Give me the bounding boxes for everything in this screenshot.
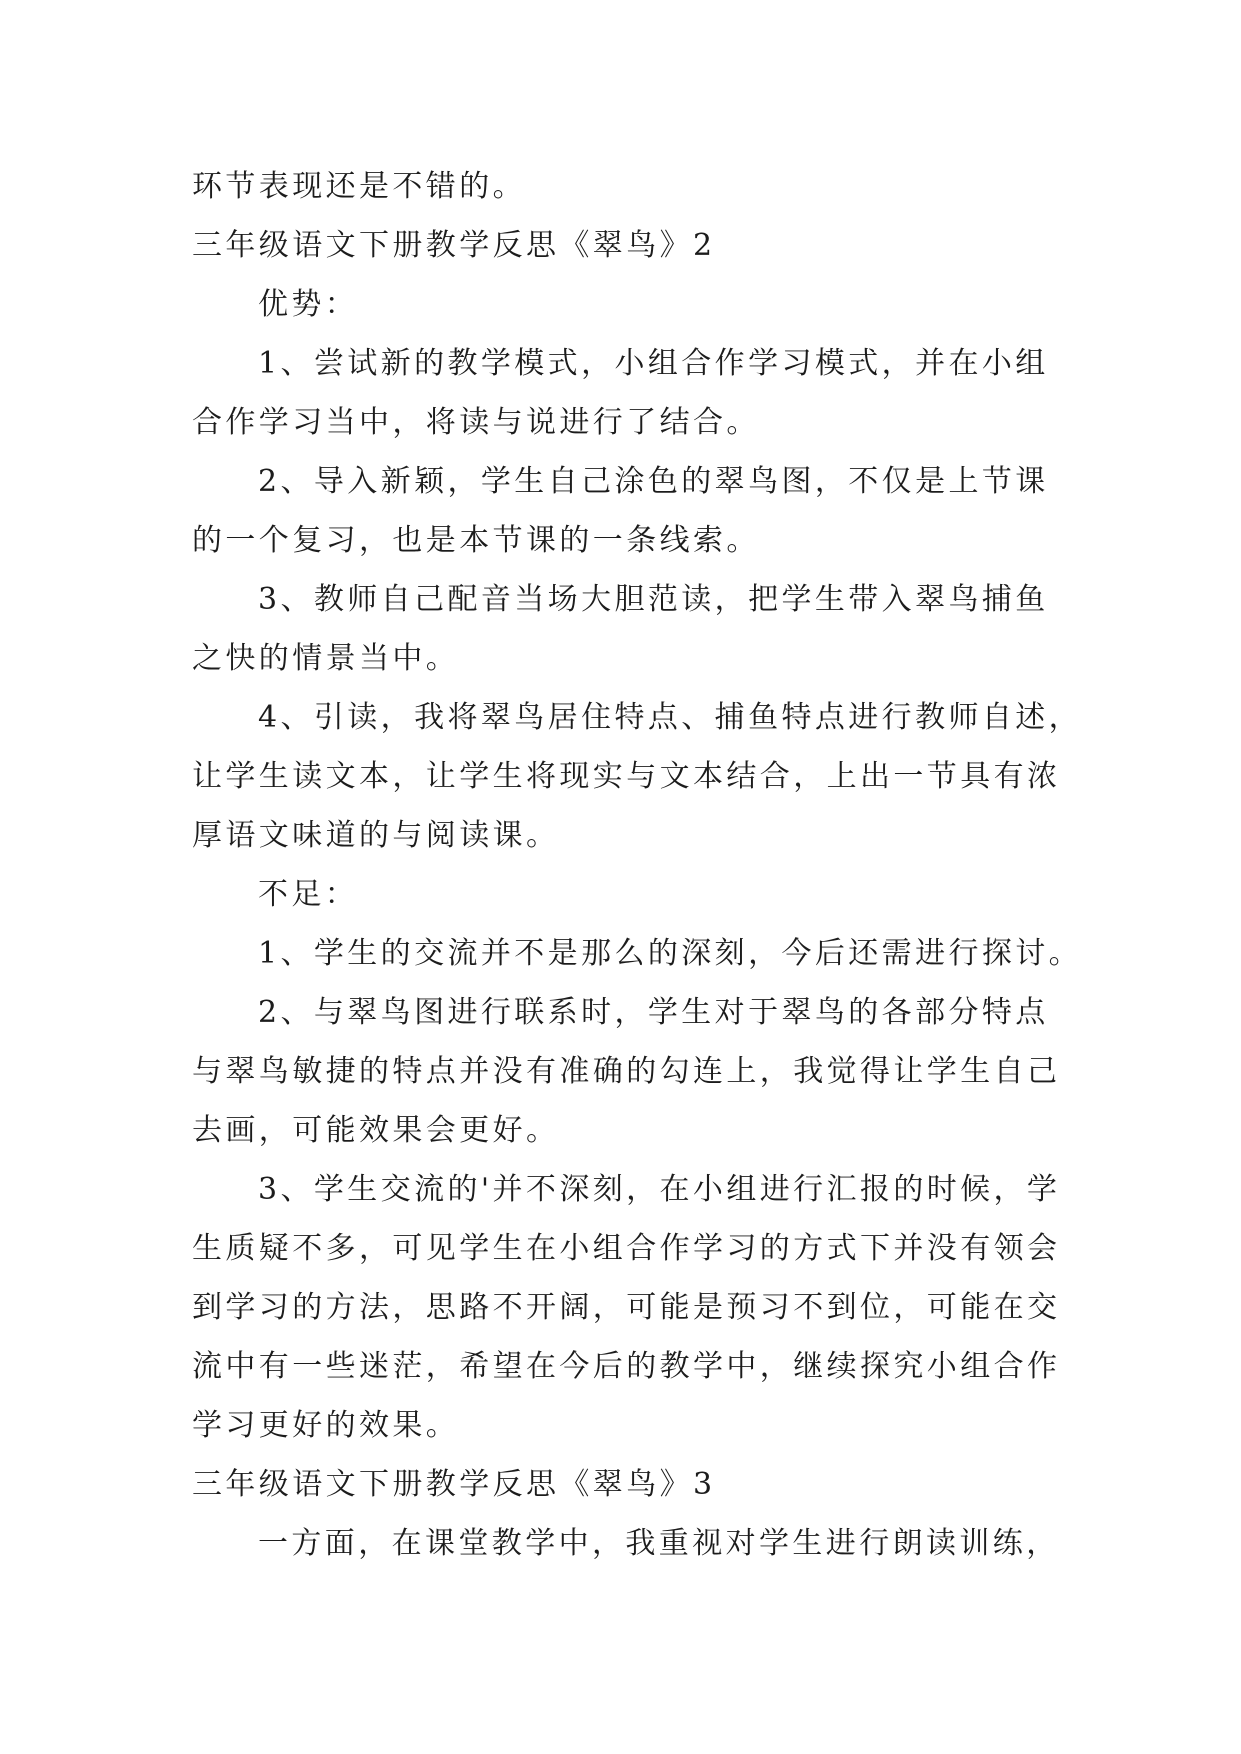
text-line: 厚语文味道的与阅读课。	[192, 818, 560, 853]
text-line: 去画，可能效果会更好。	[192, 1113, 560, 1148]
text-line: 1、尝试新的教学模式，小组合作学习模式，并在小组	[258, 346, 1049, 381]
text-line: 流中有一些迷茫，希望在今后的教学中，继续探究小组合作	[192, 1349, 1061, 1384]
text-line: 2、导入新颖，学生自己涂色的翠鸟图，不仅是上节课	[258, 464, 1049, 499]
shortcoming-item	[192, 1160, 1152, 1455]
continued-paragraph	[192, 157, 1152, 216]
advantages-heading	[192, 275, 1152, 334]
text-line: 一方面，在课堂教学中，我重视对学生进行朗读训练，	[258, 1526, 1060, 1561]
text-line: 环节表现还是不错的。	[192, 169, 526, 204]
text-line: 学习更好的效果。	[192, 1408, 460, 1443]
section-2	[192, 216, 1152, 1455]
text-line: 2、与翠鸟图进行联系时，学生对于翠鸟的各部分特点	[258, 995, 1049, 1030]
section-3	[192, 1455, 1152, 1573]
text-line: 优势：	[258, 287, 359, 322]
section-title: 三年级语文下册教学反思《翠鸟》3	[192, 1467, 716, 1502]
shortcoming-item	[192, 924, 1152, 983]
text-line: 与翠鸟敏捷的特点并没有准确的勾连上，我觉得让学生自己	[192, 1054, 1061, 1089]
shortcoming-item	[192, 983, 1152, 1160]
document-body	[192, 157, 1152, 1573]
body-paragraph	[192, 1514, 1152, 1573]
text-line: 3、学生交流的'并不深刻，在小组进行汇报的时候，学	[258, 1172, 1061, 1207]
text-line: 之快的情景当中。	[192, 641, 460, 676]
section-title: 三年级语文下册教学反思《翠鸟》2	[192, 228, 716, 263]
text-line: 4、引读，我将翠鸟居住特点、捕鱼特点进行教师自述，	[258, 700, 1083, 735]
text-line: 生质疑不多，可见学生在小组合作学习的方式下并没有领会	[192, 1231, 1061, 1266]
advantage-item	[192, 570, 1152, 688]
advantage-item	[192, 334, 1152, 452]
text-line: 的一个复习，也是本节课的一条线索。	[192, 523, 760, 558]
text-line: 不足：	[258, 877, 359, 912]
text-line: 到学习的方法，思路不开阔，可能是预习不到位，可能在交	[192, 1290, 1061, 1325]
advantage-item	[192, 688, 1152, 865]
text-line: 让学生读文本，让学生将现实与文本结合，上出一节具有浓	[192, 759, 1061, 794]
text-line: 3、教师自己配音当场大胆范读，把学生带入翠鸟捕鱼	[258, 582, 1049, 617]
advantage-item	[192, 452, 1152, 570]
text-line: 合作学习当中，将读与说进行了结合。	[192, 405, 760, 440]
shortcomings-heading	[192, 865, 1152, 924]
text-line: 1、学生的交流并不是那么的深刻，今后还需进行探讨。	[258, 936, 1083, 971]
